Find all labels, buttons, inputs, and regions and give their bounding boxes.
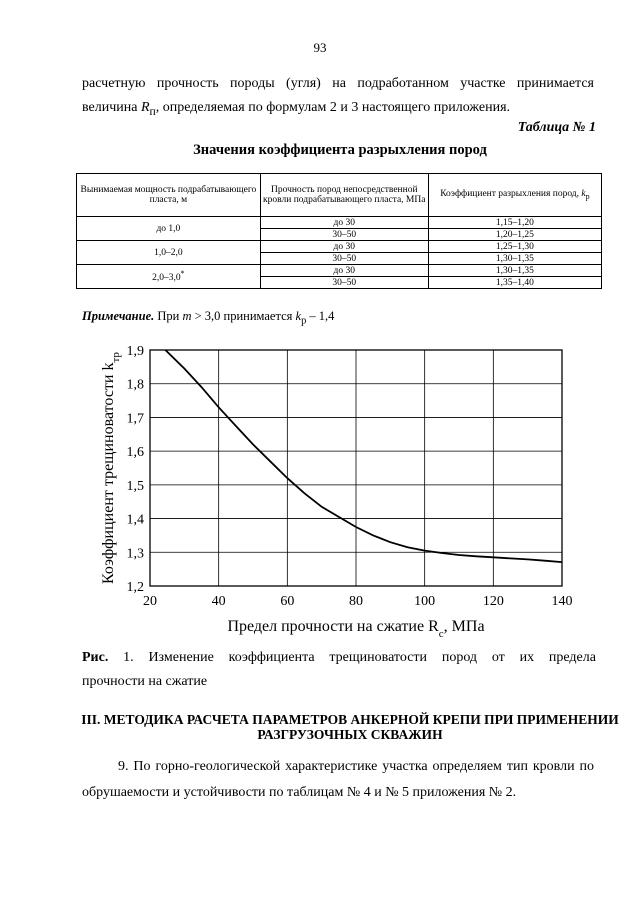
table-row xyxy=(77,265,602,277)
footnote-mark: * xyxy=(180,269,185,279)
note-text-post: – 1,4 xyxy=(306,309,335,323)
caption-word: их xyxy=(519,650,535,665)
intro-sub-p: п xyxy=(149,104,156,118)
y-tick-label: 1,3 xyxy=(126,546,144,562)
header-strength: Прочность пород непосредственной кровли подрабатывающего пласта, МПа xyxy=(260,174,428,217)
cell-strength: до 30 xyxy=(260,241,428,253)
y-tick-labels xyxy=(127,344,145,595)
cell-coefficient: 1,20–1,25 xyxy=(428,229,601,241)
intro-line-2-post: , определяемая по формулам 2 и 3 настоящего приложения. xyxy=(155,100,511,115)
x-tick-label: 80 xyxy=(349,594,363,609)
x-tick-label: 20 xyxy=(143,594,157,609)
x-tick-label: 140 xyxy=(551,594,573,609)
x-axis-label-unit: , МПа xyxy=(443,618,485,635)
y-tick-label: 1,9 xyxy=(126,344,144,359)
x-tick-label: 120 xyxy=(482,594,504,609)
table-title: Значения коэффициента разрыхления пород xyxy=(193,142,487,158)
table-header-row xyxy=(77,174,602,217)
caption-word: от xyxy=(491,650,505,665)
table-row xyxy=(77,217,602,229)
x-tick-label: 40 xyxy=(211,594,226,609)
chart-grid xyxy=(150,350,562,586)
note-var-k: k xyxy=(295,309,302,323)
y-tick-label: 1,6 xyxy=(126,445,144,461)
cell-thickness: до 1,0 xyxy=(77,217,261,241)
y-axis-label-sub: тр xyxy=(110,352,122,363)
header-coefficient-text: Коэффициент разрыхления пород, xyxy=(440,188,582,199)
figure-caption xyxy=(82,646,596,694)
section-heading xyxy=(60,712,640,742)
x-axis-label-sub: с xyxy=(438,628,444,640)
cell-coefficient: 1,25–1,30 xyxy=(428,241,601,253)
page-number: 93 xyxy=(313,40,327,55)
paragraph-9 xyxy=(82,754,594,806)
cell-coefficient: 1,30–1,35 xyxy=(428,265,601,277)
cell-thickness: 1,0–2,0 xyxy=(77,241,261,265)
fracture-coefficient-curve xyxy=(165,350,562,562)
section-heading-line-1: III. МЕТОДИКА РАСЧЕТА ПАРАМЕТРОВ АНКЕРНОЙ КРЕПИ ПРИ ПРИМЕНЕНИИ xyxy=(81,712,619,727)
y-tick-label: 1,7 xyxy=(126,411,144,427)
table-label: Таблица № 1 xyxy=(517,120,596,135)
intro-var-r: R xyxy=(140,100,150,115)
figure-caption-line-1 xyxy=(82,646,596,670)
cell-strength: 30–50 xyxy=(260,253,428,265)
note-label: Примечание. xyxy=(82,309,155,323)
header-coefficient xyxy=(428,174,601,217)
caption-word: коэффициента xyxy=(228,650,315,665)
x-axis-label-text: Предел прочности на сжатие R xyxy=(227,618,439,635)
x-tick-label: 100 xyxy=(414,594,436,609)
header-coefficient-sub: р xyxy=(585,191,590,201)
cell-strength: 30–50 xyxy=(260,277,428,289)
header-thickness: Вынимаемая мощность подрабатывающего пласта, м xyxy=(77,174,261,217)
coefficient-table xyxy=(76,173,602,289)
x-tick-label: 60 xyxy=(280,594,295,609)
y-tick-label: 1,4 xyxy=(126,512,144,528)
x-axis-label xyxy=(227,618,484,640)
paragraph-9-text: 9. По горно-геологической характеристике участка определяем тип кровли по обрушаемости и устойчивости по таблицам № 4 и № 5 приложения № 2. xyxy=(82,759,594,800)
intro-line-2-pre: величина xyxy=(82,100,141,115)
note-text-pre: При xyxy=(154,309,183,323)
y-axis-label xyxy=(100,352,122,584)
y-tick-label: 1,8 xyxy=(126,377,144,393)
fracture-chart xyxy=(0,330,640,640)
table-row xyxy=(77,241,602,253)
caption-word: 1. xyxy=(123,650,134,665)
caption-word: трещиноватости xyxy=(329,650,428,665)
caption-word: предела xyxy=(548,650,596,665)
intro-line-1: расчетную прочность породы (угля) на подработанном участке принимается xyxy=(82,76,594,91)
cell-thickness-value: 2,0–3,0 xyxy=(152,273,181,284)
table-note xyxy=(82,309,334,327)
figure-caption-label: Рис. xyxy=(82,650,109,665)
cell-coefficient: 1,15–1,20 xyxy=(428,217,601,229)
cell-strength: до 30 xyxy=(260,265,428,277)
note-var-m: m xyxy=(182,309,192,323)
cell-coefficient: 1,30–1,35 xyxy=(428,253,601,265)
section-heading-line-2: РАЗГРУЗОЧНЫХ СКВАЖИН xyxy=(257,727,443,742)
note-text-mid: > 3,0 принимается xyxy=(191,309,296,323)
y-axis-label-text: Коэффициент трещиноватости k xyxy=(100,362,117,584)
y-tick-label: 1,2 xyxy=(126,580,144,595)
cell-thickness xyxy=(77,265,261,289)
y-tick-label: 1,5 xyxy=(126,478,144,494)
x-tick-labels xyxy=(143,594,573,609)
intro-paragraph xyxy=(82,72,594,124)
cell-coefficient: 1,35–1,40 xyxy=(428,277,601,289)
cell-strength: 30–50 xyxy=(260,229,428,241)
figure-caption-line-2: прочности на сжатие xyxy=(82,674,208,689)
note-sub-k: р xyxy=(301,315,307,327)
caption-word: Изменение xyxy=(148,650,214,665)
caption-word: пород xyxy=(441,650,478,665)
header-coefficient-var: k xyxy=(581,188,586,199)
cell-strength: до 30 xyxy=(260,217,428,229)
